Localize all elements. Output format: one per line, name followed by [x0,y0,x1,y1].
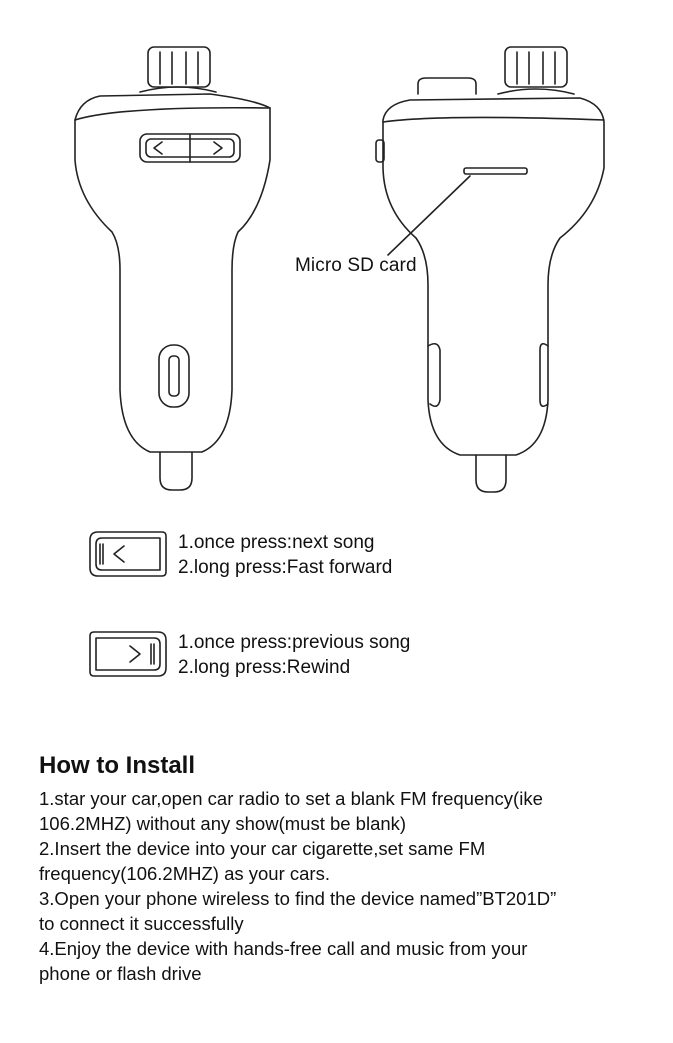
knob-icon [498,47,574,94]
legend-item-next [178,630,410,680]
instruction-line: 1.star your car,open car radio to set a blank FM frequency(ike [39,788,543,809]
instruction-line: 106.2MHZ) without any show(must be blank) [39,813,407,834]
instruction-line: 4.Enjoy the device with hands-free call and music from your [39,938,528,959]
sd-card-label: Micro SD card [295,255,417,276]
legend-item-previous [178,530,392,580]
instruction-line: phone or flash drive [39,963,202,984]
instruction-line: 2.Insert the device into your car cigarette,set same FM [39,838,486,859]
legend-line: 1.once press:previous song [178,632,411,653]
install-title: How to Install [39,752,195,779]
instruction-line: frequency(106.2MHZ) as your cars. [39,863,330,884]
next-arrow-icon [88,630,168,680]
previous-arrow-icon [88,530,168,580]
instruction-line: to connect it successfully [39,913,244,934]
legend-line: 1.once press:next song [178,532,375,553]
device-tip [476,455,506,492]
sd-slot-icon [464,168,527,174]
legend-line: 2.long press:Rewind [178,657,351,678]
install-instructions [39,786,659,986]
instruction-line: 3.Open your phone wireless to find the device named”BT201D” [39,888,557,909]
legend-line: 2.long press:Fast forward [178,557,393,578]
